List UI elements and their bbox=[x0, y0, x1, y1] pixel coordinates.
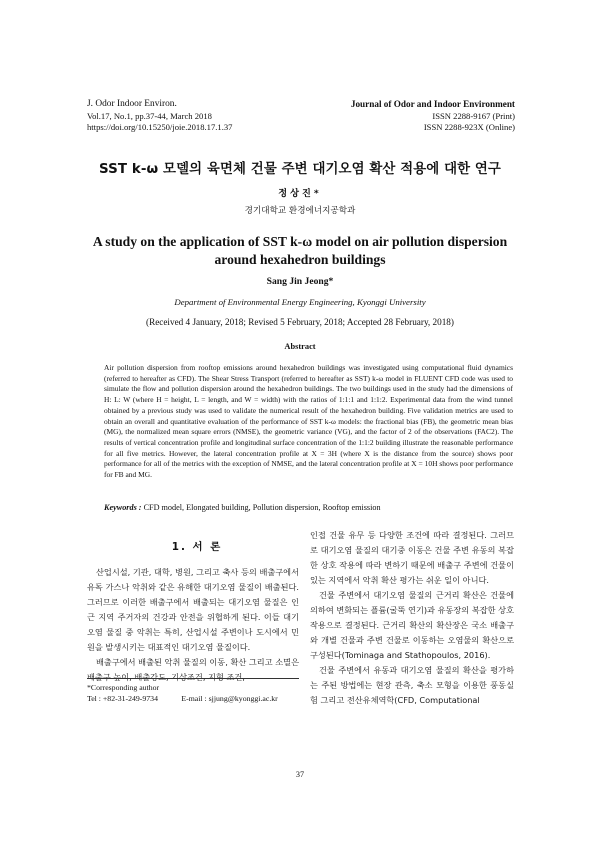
issn-print: ISSN 2288-9167 (Print) bbox=[432, 110, 515, 121]
body-column-right bbox=[310, 528, 514, 708]
keywords-line bbox=[104, 503, 524, 512]
volume-info: Vol.17, No.1, pp.37-44, March 2018 bbox=[87, 110, 212, 121]
paragraph: 건물 주변에서 대기오염 물질의 근거리 확산은 건물에 의하여 변화되는 플륨(굴뚝 연기)과 유동장의 복잡한 상호작용으로 결정된다. 근거리 확산의 확산장은 국소 배출구와 개별 건물과 주변 건물로 이동하는 오염물의 확산으로 구성된다(Tominaga and Stathopoulos, 2016). bbox=[310, 590, 514, 660]
journal-full-name: Journal of Odor and Indoor Environment bbox=[350, 99, 515, 109]
issn-online: ISSN 2288-923X (Online) bbox=[423, 122, 515, 133]
paper-title-korean: SST k-ω 모델의 육면체 건물 주변 대기오염 확산 적용에 대한 연구 bbox=[99, 162, 501, 177]
keywords-list: CFD model, Elongated building, Pollution dispersion, Rooftop emission bbox=[143, 503, 381, 512]
author-contact: Tel : +82-31-249-9734 E-mail : sjjung@kyonggi.ac.kr bbox=[87, 694, 278, 703]
footnote-divider bbox=[87, 678, 299, 679]
paragraph: 배출구에서 배출된 악취 물질의 이동, 확산 그리고 소멸은 배출구 높이, 배출강도, 기상조건, 지형 조건, bbox=[87, 657, 299, 682]
corresponding-author-label: *Corresponding author bbox=[87, 683, 160, 692]
author-english: Sang Jin Jeong* bbox=[266, 276, 334, 287]
doi-link[interactable]: https://doi.org/10.15250/joie.2018.17.1.37 bbox=[87, 122, 233, 133]
paragraph: 건물 주변에서 유동과 대기오염 물질의 확산을 평가하는 주된 방법에는 현장 관측, 축소 모형을 이용한 풍동실험 그리고 전산유체역학(CFD, Computational bbox=[310, 665, 514, 705]
author-korean: 정상진* bbox=[278, 188, 322, 199]
paragraph: 인접 건물 유무 등 다양한 조건에 따라 결정된다. 그러므로 대기오염 물질의 대기중 이동은 건물 주변 유동의 복잡한 상호 작용에 따라 변하기 때문에 배출구 주변에 건물이 있는 지역에서 악취 확산 평가는 쉬운 일이 아니다. bbox=[310, 530, 514, 585]
footnote bbox=[87, 682, 299, 704]
journal-header-right bbox=[255, 99, 515, 134]
body-column-left bbox=[87, 565, 299, 685]
received-dates: (Received 4 January, 2018; Revised 5 February, 2018; Accepted 28 February, 2018) bbox=[146, 317, 454, 327]
paper-title-english: A study on the application of SST k-ω model on air pollution dispersion around hexahedron buildings bbox=[92, 234, 508, 267]
abstract-heading: Abstract bbox=[284, 342, 316, 351]
affiliation-korean: 경기대학교 환경에너지공학과 bbox=[244, 206, 356, 216]
page-number: 37 bbox=[295, 770, 305, 779]
abstract-text: Air pollution dispersion from rooftop emissions around hexahedron buildings was investigated using computational fluid dynamics (referred to hereafter as CFD). The Shear Stress Transport (referred to hereafter as SST) k-ω model in FLUENT CFD code was used to simulate the flow and pollution dispersion around the hexahedron buildings. The two buildings used in the study had the dimensions of H: L: W (where H = height, L = length, and W = width) with the ratios of 1:1:1 and 1:1:2. Experimental data from the wind tunnel obtained by a previous study was used to validate the numerical result of the hexahedron building. Five validation metrics are used to obtain an overall and quantitative evaluation of the performance of SST k-ω models: the fractional bias (FB), the geometric mean bias (MG), the normalized mean square errors (NMSE), the geometric variance (VG), and the factor of 2 of the observations (FAC2). The results of vertical concentration profile and longitudinal surface concentration of the 1:1:2 building illustrate the reasonable performance for all five metrics. However, the lateral concentration profile at X = 3H (where X is the distance from the source) shows poor performance for all of the metrics with the exception of NMSE, and the lateral concentration profile at X = 10H shows poor performance for FB and MG. bbox=[104, 363, 513, 480]
affiliation-english: Department of Environmental Energy Engineering, Kyonggi University bbox=[174, 297, 426, 307]
paragraph: 산업시설, 기관, 대학, 병원, 그리고 축사 등의 배출구에서 유독 가스나 악취와 같은 유해한 대기오염 물질이 배출된다. 그러므로 이러한 배출구에서 배출되는 대기오염 물질은 인근 지역 주거자의 건강과 안전을 위협하게 된다. 이들 대기오염 물질 중 악취는 특히, 산업시설 주변이나 도시에서 민원을 발생시키는 대표적인 대기오염 물질이다. bbox=[87, 567, 299, 652]
section-heading-introduction: 1. 서 론 bbox=[171, 541, 223, 553]
keywords-label: Keywords : bbox=[104, 503, 142, 512]
journal-short-name: J. Odor Indoor Environ. bbox=[87, 99, 177, 109]
